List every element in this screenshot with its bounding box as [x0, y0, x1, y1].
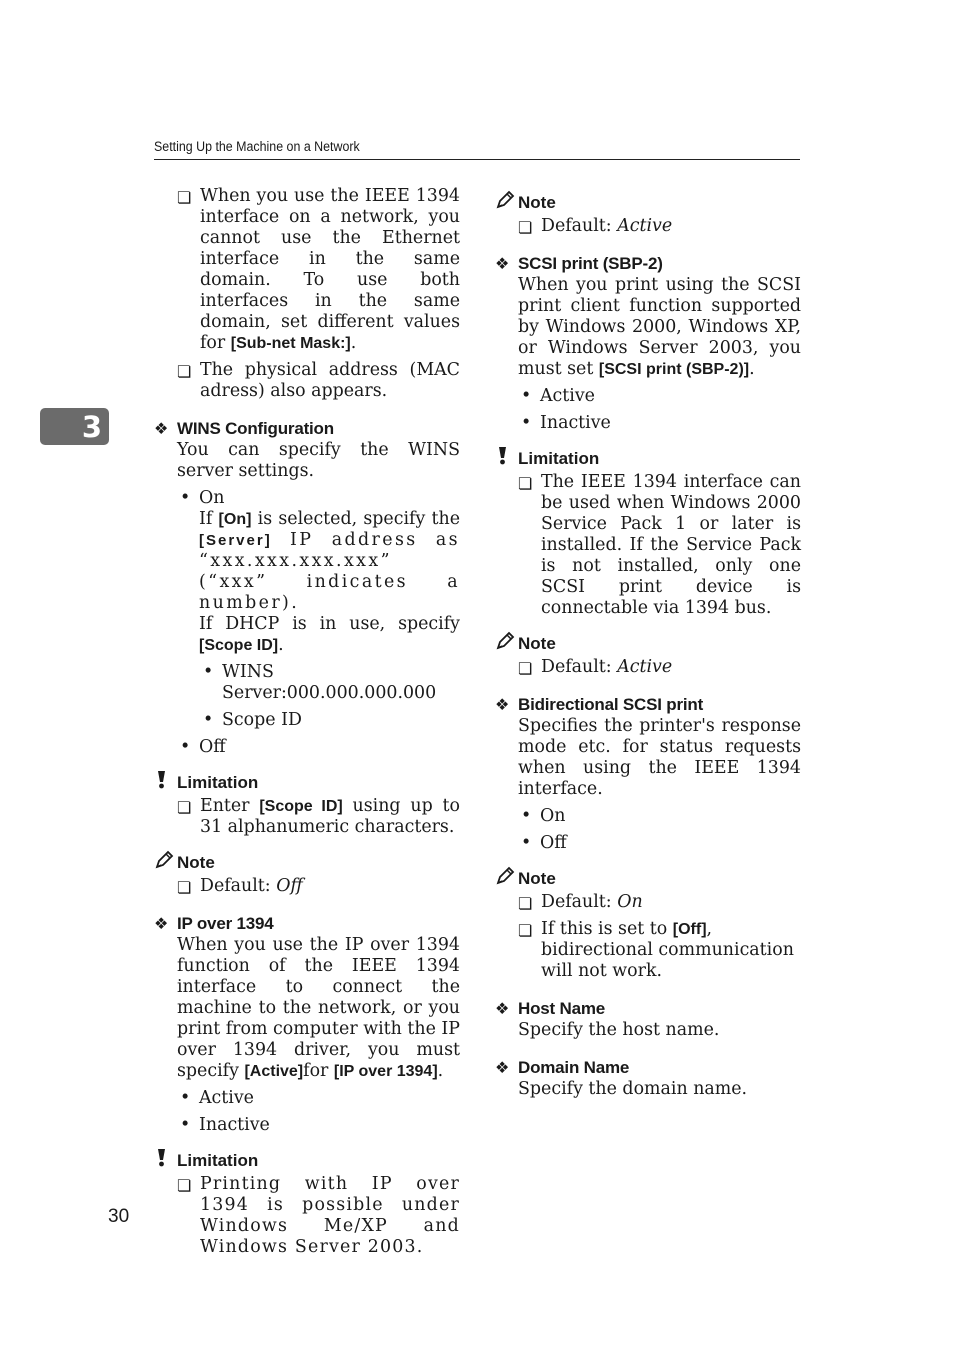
heading-text: Host Name	[518, 999, 606, 1018]
bullet-icon: •	[203, 662, 214, 682]
list-item	[495, 806, 801, 827]
list-item	[495, 413, 801, 434]
text: Default:	[541, 892, 618, 912]
text: Printing with IP over 1394 is possible under Windows Me/XP and Windows Server 2003.	[200, 1174, 460, 1257]
section-heading-bidirectional-scsi	[495, 694, 801, 715]
item-text: Active	[199, 1088, 254, 1108]
limitation-body	[154, 796, 460, 838]
heading-text: SCSI print (SBP-2)	[518, 254, 663, 273]
keyword: [Scope ID]	[259, 798, 343, 815]
keyword: [Scope ID]	[199, 637, 279, 654]
diamond-bullet-icon: ❖	[495, 695, 510, 714]
sub-list-item	[154, 662, 460, 704]
default-value: Active	[617, 216, 673, 236]
section-heading-domain-name	[495, 1057, 801, 1078]
running-header	[154, 139, 800, 160]
right-column	[495, 192, 801, 1100]
item-text: The physical address (MAC adress) also appears.	[200, 360, 460, 401]
diamond-bullet-icon: ❖	[495, 999, 510, 1018]
pencil-icon	[154, 850, 174, 870]
heading-text: Domain Name	[518, 1058, 630, 1077]
note-heading	[495, 868, 801, 889]
text: If DHCP is in use, specify	[199, 614, 460, 634]
checklist-item	[518, 892, 801, 913]
diamond-bullet-icon: ❖	[154, 419, 169, 438]
note-body	[495, 657, 801, 678]
list-item	[154, 737, 460, 758]
bullet-icon: •	[521, 806, 532, 826]
text: Default:	[541, 657, 618, 677]
checkbox-square-icon: ❏	[177, 798, 192, 817]
text: The IEEE 1394 interface can be used when Windows 2000 Service Pack 1 or later is installed. If the Service Pack is not installed, only one SCSI print device is connectable via 1394 bus.	[541, 472, 801, 618]
bullet-icon: •	[180, 1088, 191, 1108]
text: .	[749, 359, 755, 379]
checklist-item	[177, 1174, 460, 1258]
limitation-body	[154, 1174, 460, 1258]
item-text: Off	[540, 833, 567, 853]
text: If	[199, 509, 219, 529]
bullet-icon: •	[180, 488, 191, 508]
note-heading	[495, 633, 801, 654]
running-header-title: Setting Up the Machine on a Network	[154, 139, 360, 154]
section-heading-wins	[154, 418, 460, 439]
exclamation-icon	[154, 1148, 174, 1168]
note-body	[495, 892, 801, 982]
default-value: On	[617, 892, 643, 912]
heading-text: IP over 1394	[177, 914, 274, 933]
section-heading-host-name	[495, 998, 801, 1019]
text: .	[437, 1061, 444, 1081]
text: Default:	[541, 216, 618, 236]
checkbox-square-icon: ❏	[177, 362, 192, 381]
bullet-icon: •	[521, 386, 532, 406]
note-heading	[495, 192, 801, 213]
limitation-heading	[154, 772, 460, 793]
keyword: [Server]	[199, 532, 272, 549]
item-text: Scope ID	[222, 710, 302, 730]
note-body	[495, 216, 801, 237]
checklist-item	[177, 796, 460, 838]
text: When you print using the SCSI print client function supported by Windows 2000, Windows XP, or Windows Server 2003, you must set	[518, 275, 801, 379]
exclamation-icon	[154, 770, 174, 790]
heading-text: Note	[518, 634, 556, 653]
bullet-icon: •	[180, 737, 191, 757]
keyword: [On]	[218, 511, 252, 528]
note-heading	[154, 852, 460, 873]
bullet-icon: •	[521, 833, 532, 853]
keyword: [SCSI print (SBP-2)]	[598, 361, 750, 378]
keyword: [Active]	[244, 1063, 304, 1080]
text: When you use the IP over 1394 function of the IEEE 1394 interface to connect the machine to the network, or you print from computer with the IP over 1394 driver, you must specify	[177, 935, 460, 1081]
default-value: Active	[617, 657, 673, 677]
pencil-icon	[495, 631, 515, 651]
section-desc	[154, 935, 460, 1082]
item-text: Active	[540, 386, 595, 406]
limitation-body	[495, 472, 801, 619]
item-text: Inactive	[199, 1115, 270, 1135]
item-text: When you use the IEEE 1394 interface on a network, you cannot use the Ethernet interface in the same domain. To use both interfaces in the same domain, set different values for	[200, 186, 460, 353]
checkbox-square-icon: ❏	[518, 894, 533, 913]
checklist-item	[518, 657, 801, 678]
left-column	[154, 186, 460, 1258]
diamond-bullet-icon: ❖	[495, 254, 510, 273]
limitation-heading	[154, 1150, 460, 1171]
list-item	[495, 833, 801, 854]
checkbox-square-icon: ❏	[518, 474, 533, 493]
checklist-item	[177, 876, 460, 897]
text: is selected, specify the	[251, 509, 460, 529]
exclamation-icon	[495, 446, 515, 466]
text: , bidirectional communication will not work.	[541, 919, 794, 981]
section-desc: Specify the host name.	[518, 1020, 720, 1040]
keyword: [IP over 1394]	[333, 1063, 438, 1080]
item-text: WINS Server:000.000.000.000	[222, 662, 437, 703]
heading-text: Limitation	[518, 449, 600, 468]
chapter-tab	[40, 408, 109, 445]
text: .	[278, 635, 284, 655]
item-text: Inactive	[540, 413, 611, 433]
text: Enter	[200, 796, 260, 816]
diamond-bullet-icon: ❖	[495, 1058, 510, 1077]
item-text: On	[540, 806, 566, 826]
checklist-item	[177, 360, 460, 402]
checklist-item	[518, 216, 801, 237]
text: If this is set to	[541, 919, 673, 939]
item-text: On	[199, 488, 225, 508]
heading-text: Note	[518, 869, 556, 888]
note-body	[154, 876, 460, 897]
limitation-heading	[495, 448, 801, 469]
text: Default:	[200, 876, 277, 896]
text: IP address as “xxx.xxx.xxx.xxx” (“xxx” indicates a number).	[199, 530, 460, 613]
list-item	[154, 488, 460, 509]
default-value: Off	[276, 876, 303, 896]
heading-text: Limitation	[177, 773, 259, 792]
heading-text: Bidirectional SCSI print	[518, 695, 704, 714]
checklist-item	[518, 472, 801, 619]
checklist-item	[518, 919, 801, 982]
chapter-number: 3	[81, 410, 102, 444]
checkbox-square-icon: ❏	[177, 188, 192, 207]
bullet-icon: •	[203, 710, 214, 730]
list-item	[495, 386, 801, 407]
item-text: Off	[199, 737, 226, 757]
heading-text: Note	[518, 193, 556, 212]
section-desc: Specify the domain name.	[518, 1079, 748, 1099]
checkbox-square-icon: ❏	[518, 659, 533, 678]
list-item-detail	[154, 509, 460, 656]
keyword: [Off]	[672, 921, 707, 938]
diamond-bullet-icon: ❖	[154, 914, 169, 933]
text: using up to 31 alphanumeric characters.	[200, 796, 460, 837]
keyword: [Sub-net Mask:]	[230, 335, 351, 352]
heading-text: Limitation	[177, 1151, 259, 1170]
sub-list-item	[154, 710, 460, 731]
section-desc	[495, 275, 801, 380]
bullet-icon: •	[180, 1115, 191, 1135]
pencil-icon	[495, 190, 515, 210]
list-item	[154, 1115, 460, 1136]
section-desc: You can specify the WINS server settings.	[177, 440, 460, 481]
item-text: .	[350, 333, 357, 353]
checkbox-square-icon: ❏	[518, 218, 533, 237]
heading-text: WINS Configuration	[177, 419, 334, 438]
checklist-item	[177, 186, 460, 354]
text: for	[303, 1061, 334, 1081]
list-item	[154, 1088, 460, 1109]
section-heading-ip-over-1394	[154, 913, 460, 934]
checkbox-square-icon: ❏	[177, 1176, 192, 1195]
checkbox-square-icon: ❏	[177, 878, 192, 897]
pencil-icon	[495, 866, 515, 886]
section-desc: Specifies the printer's response mode etc. for status requests when using the IEEE 1394 interface.	[518, 716, 801, 799]
checkbox-square-icon: ❏	[518, 921, 533, 940]
bullet-icon: •	[521, 413, 532, 433]
page-number: 30	[108, 1206, 130, 1227]
section-heading-scsi-print	[495, 253, 801, 274]
heading-text: Note	[177, 853, 215, 872]
